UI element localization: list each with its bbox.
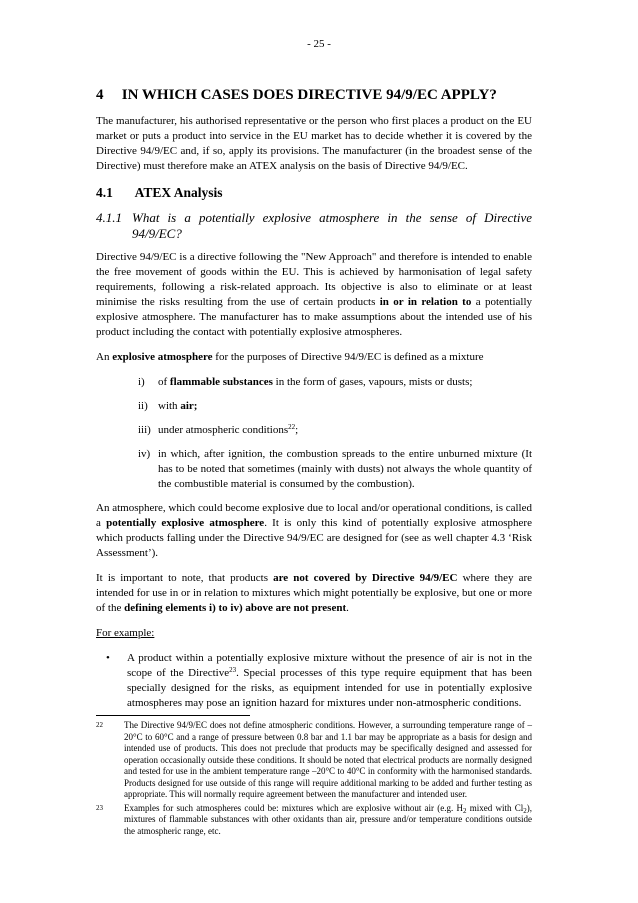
list-item-text — [158, 423, 532, 438]
footnote-ref-22[interactable]: 22 — [288, 423, 296, 431]
bullet-icon: • — [106, 652, 110, 664]
paragraph-text: a potentially explosive atmosphere. The manufacturer has to make assumptions about the intended use of his product including the contact with potentially explosive atmospheres. — [96, 296, 532, 338]
list-item-label: i) — [138, 376, 145, 388]
paragraph-text: An atmosphere, which could become explosive due to local and/or operational conditions, is called a — [96, 502, 532, 529]
page-content — [96, 86, 532, 711]
list-item-text — [158, 399, 532, 414]
page-number: - 25 - — [307, 38, 331, 50]
footnote-text — [124, 803, 532, 838]
paragraph-definition — [96, 350, 532, 365]
paragraph-text: Directive 94/9/EC is a directive following the "New Approach" and therefore is intended to enable the free movement of goods within the EU. This is achieved by harmonisation of legal safety requirements, following a risk-related approach. Its objective is also to eliminate or at least minimise the risks resulting from the use of certain products — [96, 251, 532, 308]
paragraph-text: . It is only this kind of potentially explosive atmosphere which products falling under the Directive 94/9/EC are designed for (see as well chapter 4.3 ‘Risk Assessment’). — [96, 517, 532, 559]
paragraph-text: for the purposes of Directive 94/9/EC is defined as a mixture — [212, 351, 484, 363]
list-item-label: iv) — [138, 448, 151, 460]
footnote-number: 22 — [96, 721, 103, 729]
list-item — [138, 423, 532, 438]
definition-list — [138, 375, 532, 492]
section-title: IN WHICH CASES DOES DIRECTIVE 94/9/EC APPLY? — [121, 87, 497, 103]
bold-text: in or in relation to — [379, 296, 472, 308]
bold-text: are not covered by Directive 94/9/EC — [273, 572, 458, 584]
example-bullet-list — [106, 651, 532, 711]
list-item-label: iii) — [138, 424, 151, 436]
footnote-text-part: Examples for such atmospheres could be: mixtures which are explosive without air (e.g. H — [124, 802, 464, 813]
footnote-number: 23 — [96, 803, 103, 812]
item-text: ; — [295, 424, 299, 436]
list-item — [138, 447, 532, 492]
item-text: . Special processes of this type require equipment that has been specially designed for the risks, as equipment intended for use in potentially explosive atmospheres may pose an ignition hazard for mixtures under non-atmospheric conditions. — [127, 667, 532, 709]
footnote-text-part: ), mixtures of flammable substances with other oxidants than air, pressure and/or temperature conditions outside the atmospheric range, etc. — [124, 802, 532, 836]
list-item-text: in which, after ignition, the combustion spreads to the entire unburned mixture (It has to be noted that sometimes (mainly with dusts) not always the whole quantity of the combustible material is consumed by the combustion). — [158, 448, 532, 490]
list-item — [138, 399, 532, 414]
paragraph-new-approach — [96, 250, 532, 340]
subsection-title: ATEX Analysis — [134, 185, 223, 200]
footnote-text-part: mixed with Cl — [466, 802, 524, 813]
paragraph-potentially-explosive — [96, 501, 532, 561]
footnote-ref-23[interactable]: 23 — [229, 666, 237, 674]
example-heading — [96, 626, 532, 641]
subsubsection-heading — [96, 210, 532, 242]
item-text: A product within a potentially explosive mixture without the presence of air is not in the scope of the Directive — [127, 652, 532, 679]
paragraph-not-covered — [96, 571, 532, 616]
footnotes — [96, 720, 532, 839]
section-number: 4 — [96, 87, 104, 103]
footnote-divider — [96, 715, 250, 716]
intro-paragraph: The manufacturer, his authorised representative or the person who first places a product on the EU market or puts a product into service in the EU market has to decide whether it is covered by the Directive 94/9/EC and, if so, apply its provisions. The manufacturer (in the broadest sense of the Directive) must therefore make an ATEX analysis on the basis of Directive 94/9/EC. — [96, 115, 532, 172]
bold-text: defining elements i) to iv) above are not present — [124, 602, 347, 614]
paragraph-text: It is important to note, that products — [96, 572, 274, 584]
list-item — [138, 375, 532, 390]
item-text: under atmospheric conditions — [158, 424, 289, 436]
bold-text: flammable substances — [169, 376, 273, 388]
subsubsection-number: 4.1.1 — [96, 210, 122, 225]
item-text: of — [158, 376, 170, 388]
bullet-text — [127, 651, 532, 711]
item-text: with — [158, 400, 181, 412]
paragraph-text: . — [346, 602, 349, 614]
footnote-text: The Directive 94/9/EC does not define atmospheric conditions. However, a surrounding temperature range of –20°C to 60°C and a range of pressure between 0.8 bar and 1.1 bar may be appropriate as a basis for design and intended use of products. This does not preclude that products may be specifically designed and assessed for operation occasionally outside these conditions. It should be noted that electrical products are normally designed and tested for use in the ambient temperature range –20°C to 40°C in conformity with the harmonised standards. Products designed for use outside of this range will require additional marking to be added and further testing as appropriate. This will normally require agreement between the manufacturer and intended user. — [124, 720, 532, 799]
subsubsection-title: What is a potentially explosive atmosphere in the sense of Directive 94/9/EC? — [132, 210, 532, 241]
example-heading-text: For example: — [96, 627, 155, 639]
bullet-item — [106, 651, 532, 711]
paragraph-text: where they are intended for use in or in relation to mixtures which might potentially be explosive, but one or more of the — [96, 572, 532, 614]
footnote-23 — [96, 803, 532, 838]
subscript: 2 — [463, 806, 467, 815]
bold-text: air; — [180, 400, 198, 412]
item-text: in the form of gases, vapours, mists or dusts; — [272, 376, 473, 388]
bold-text: explosive atmosphere — [112, 351, 213, 363]
section-heading — [96, 86, 532, 104]
bold-text: potentially explosive atmosphere — [106, 517, 265, 529]
subscript: 2 — [523, 806, 527, 815]
list-item-text — [158, 375, 532, 390]
list-item-label: ii) — [138, 400, 148, 412]
footnote-22 — [96, 720, 532, 801]
subsection-heading — [96, 184, 532, 201]
paragraph-text: An — [96, 351, 113, 363]
subsection-number: 4.1 — [96, 185, 113, 200]
